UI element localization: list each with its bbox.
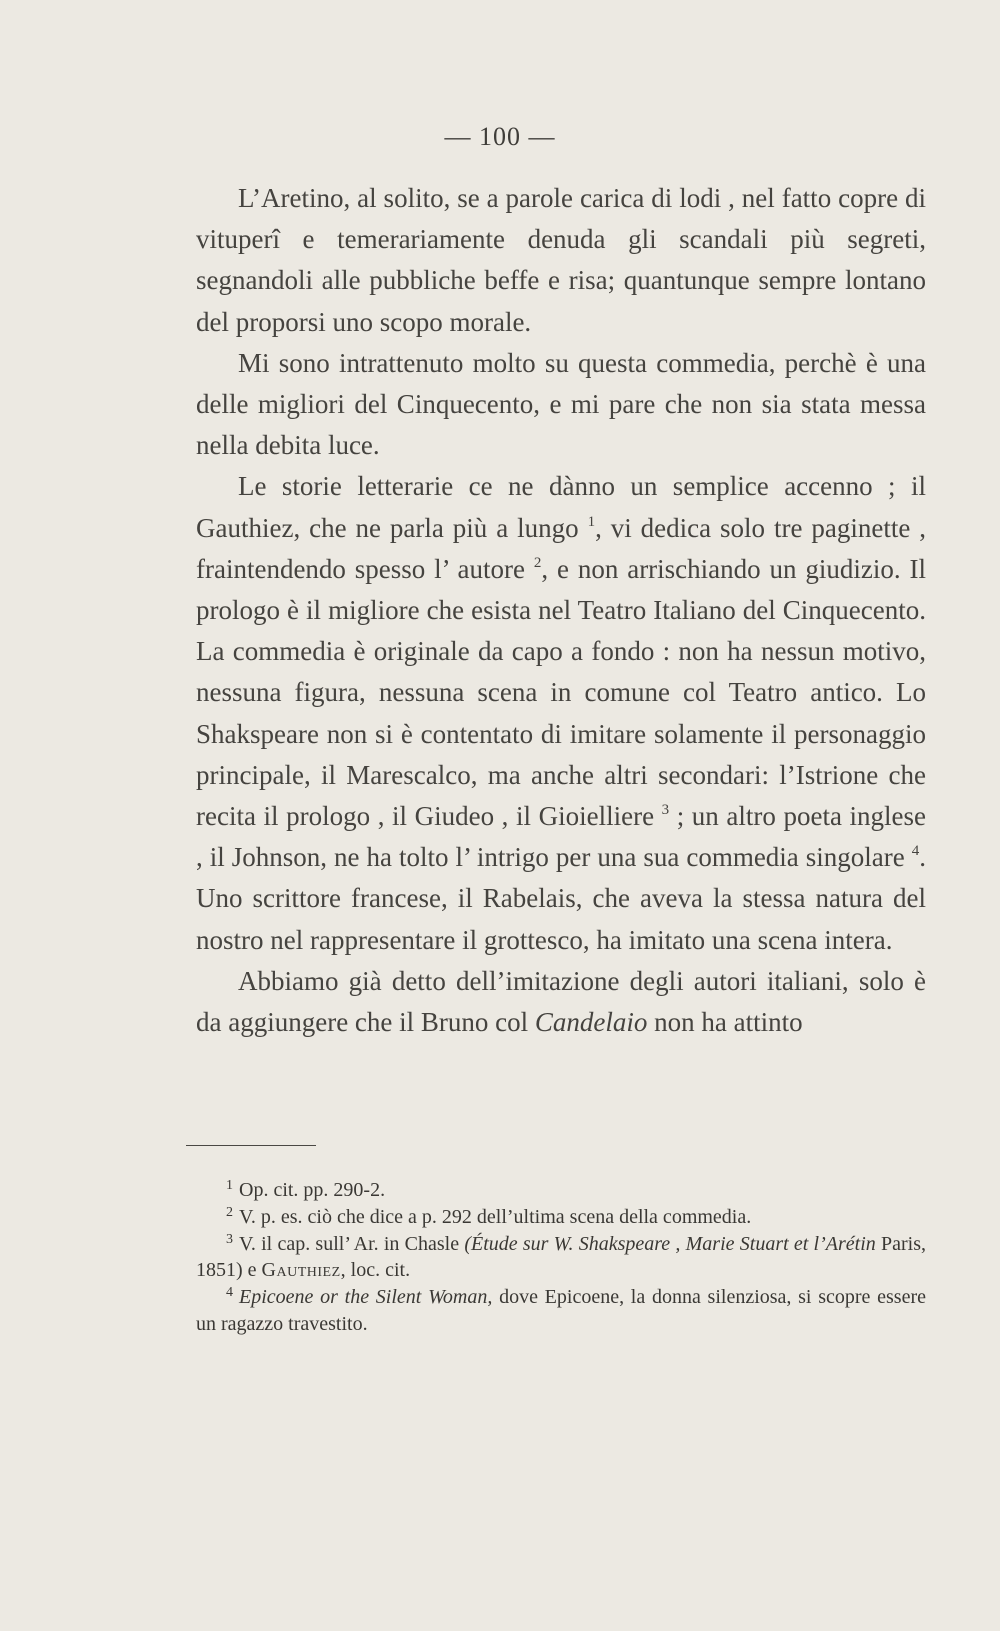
- text-run: Abbiamo già detto dell’imitazione degli autori italiani, solo è da aggiungere che il Bruno col: [196, 965, 926, 1038]
- paragraph: [196, 961, 926, 1043]
- text-run: Le storie letterarie ce ne dànno un semplice accenno ; il Gauthiez, che ne parla più a lungo: [196, 471, 926, 543]
- italic-text: Candelaio: [534, 1007, 648, 1038]
- italic-text: Epicoene or the Silent Woman,: [239, 1286, 493, 1309]
- footnote-divider: [186, 1145, 316, 1146]
- footnote: [196, 1204, 926, 1231]
- text-run: non ha attinto: [647, 1007, 803, 1038]
- text-run: . Uno scrittore francese, il Rabelais, che aveva la stessa natura del nostro nel rappresentare il grottesco, ha imitato una scena intera.: [196, 842, 926, 955]
- author-name: Gauthiez: [261, 1259, 341, 1282]
- text-run: ; un altro poeta inglese , il Johnson, ne ha tolto l’ intrigo per una sua commedia singolare: [196, 801, 926, 873]
- text-run: Mi sono intrattenuto molto su questa commedia, perchè è una delle migliori del Cinquecento, e mi pare che non sia stata messa nella debita luce.: [196, 347, 926, 461]
- text-run: dove Epicoene, la donna silenziosa, si scopre essere un ragazzo travestito.: [196, 1286, 926, 1335]
- footnote-reference: 3: [661, 802, 670, 819]
- footnote-reference: 1: [587, 513, 596, 530]
- body-text: [196, 178, 926, 1043]
- paragraph: [196, 466, 926, 960]
- paragraph: [196, 343, 926, 467]
- text-run: , e non arrischiando un giudizio. Il prologo è il migliore che esista nel Teatro Italiano del Cinquecento. La commedia è originale da capo a fondo : non ha nessun motivo, nessuna figura, nessuna scena in comune col Teatro antico. Lo Shakspeare non si è contentato di imitare solamente il personaggio principale, il Marescalco, ma anche altri secondari: l’Istrione che recita il prologo , il Giudeo , il Gioielliere: [196, 553, 926, 832]
- footnote-number: 1: [226, 1178, 233, 1193]
- footnote-number: 2: [226, 1204, 233, 1220]
- footnote-number: 3: [226, 1231, 233, 1247]
- text-run: L’Aretino, al solito, se a parole carica di lodi , nel fatto copre di vituperî e temerariamente denuda gli scandali più segreti, segnandoli alle pubbliche beffe e risa; quantunque sempre lontano del proporsi uno scopo morale.: [196, 183, 926, 337]
- text-run: V. p. es. ciò che dice a p. 292 dell’ultima scena della commedia.: [239, 1205, 752, 1228]
- paragraph: [196, 178, 926, 343]
- text-run: Op. cit. pp. 290-2.: [239, 1179, 386, 1201]
- footnote: [196, 1284, 926, 1338]
- italic-text: (Étude sur W. Shakspeare , Marie Stuart et l’Arétin: [464, 1232, 876, 1255]
- text-run: , loc. cit.: [340, 1259, 411, 1282]
- page-number: — 100 —: [444, 122, 556, 151]
- footnote: [196, 1177, 926, 1204]
- footnote-reference: 2: [533, 554, 542, 571]
- footnote-reference: 4: [911, 843, 920, 860]
- footnote: [196, 1231, 926, 1285]
- text-run: V. il cap. sull’ Ar. in Chasle: [239, 1232, 465, 1255]
- footnote-number: 4: [226, 1285, 233, 1301]
- text-run: , vi dedica solo tre paginette , fraintendendo spesso l’ autore: [196, 512, 926, 584]
- footnotes: [196, 1177, 926, 1338]
- text-run: Paris, 1851) e: [196, 1232, 926, 1282]
